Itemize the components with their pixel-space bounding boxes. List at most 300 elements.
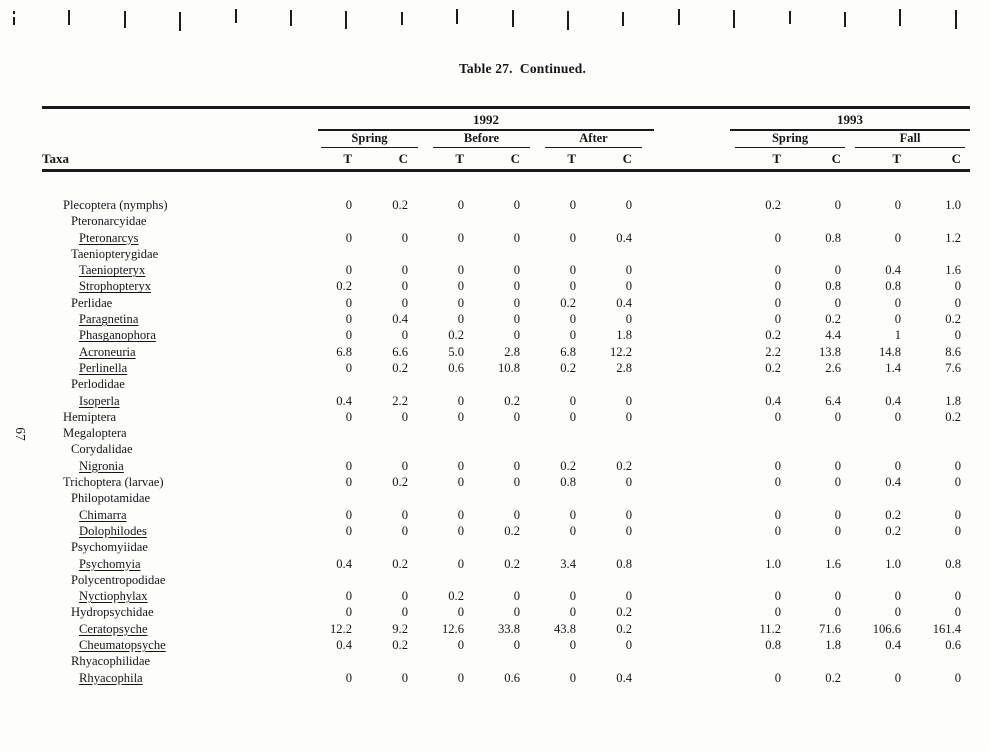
value-cell: 0	[569, 312, 576, 327]
value-cell	[850, 539, 910, 555]
value-cell: 106.6	[872, 621, 902, 636]
value-cell: 0.4	[336, 393, 352, 408]
value-cell: 0.2	[560, 458, 576, 473]
taxon-name-cell	[42, 393, 318, 409]
table-row	[42, 653, 970, 669]
value-cell: 0	[569, 507, 576, 522]
value-cell: 0.6	[945, 638, 962, 653]
value-cell: 0.8	[945, 556, 962, 571]
value-cell: 0.2	[885, 523, 902, 538]
value-cell	[374, 376, 430, 392]
table-row	[42, 523, 970, 539]
value-cell	[790, 441, 850, 457]
value-cell	[542, 653, 598, 669]
taxon-label: Nyctiophylax	[79, 589, 148, 604]
subcol-T-header: T	[430, 148, 486, 171]
value-cell: 0.2	[616, 621, 633, 636]
value-cell: 0.4	[616, 670, 633, 685]
value-cell	[542, 572, 598, 588]
taxon-label: Cheumatopsyche	[79, 638, 166, 653]
value-cell: 0	[457, 556, 464, 571]
value-cell: 0.4	[392, 312, 408, 327]
column-gap	[654, 148, 730, 171]
value-cell: 0.2	[825, 312, 842, 327]
value-cell: 0	[457, 312, 464, 327]
taxon-name-cell	[42, 327, 318, 343]
value-cell: 0	[513, 263, 520, 278]
season-1992-before-label: Before	[433, 131, 530, 148]
value-cell	[598, 246, 654, 262]
value-cell: 0	[834, 523, 842, 538]
scan-tick	[955, 10, 957, 29]
season-1993-spring-label: Spring	[735, 131, 845, 148]
value-cell: 0	[894, 458, 902, 473]
value-cell: 0.2	[392, 556, 408, 571]
value-cell	[790, 653, 850, 669]
subcol-C-header: C	[910, 148, 970, 171]
value-cell	[374, 425, 430, 441]
value-cell: 33.8	[497, 621, 520, 636]
value-cell: 0	[774, 507, 782, 522]
column-gap	[654, 130, 730, 148]
scan-tick	[124, 11, 126, 28]
value-cell: 1.8	[825, 638, 842, 653]
column-gap	[654, 490, 730, 506]
value-cell: 0.4	[336, 638, 352, 653]
value-cell: 0	[625, 409, 633, 424]
column-gap	[654, 213, 730, 229]
value-cell: 0	[569, 638, 576, 653]
taxon-label: Dolophilodes	[79, 523, 147, 538]
taxon-name-cell	[42, 246, 318, 262]
value-cell: 0	[457, 458, 464, 473]
value-cell: 0.2	[392, 198, 408, 212]
value-cell: 1.8	[945, 393, 962, 408]
value-cell	[730, 246, 790, 262]
column-gap	[654, 539, 730, 555]
value-cell	[486, 572, 542, 588]
value-cell: 0	[513, 295, 520, 310]
value-cell: 0	[401, 458, 408, 473]
page-title: Table 27. Continued.	[458, 61, 587, 76]
value-cell: 0	[774, 670, 782, 685]
value-cell: 0	[345, 670, 352, 685]
value-cell	[910, 539, 970, 555]
value-cell: 0	[457, 605, 464, 620]
value-cell: 0	[401, 670, 408, 685]
value-cell: 0.6	[448, 360, 464, 375]
value-cell: 0	[345, 409, 352, 424]
table-row	[42, 197, 970, 213]
value-cell: 0	[774, 458, 782, 473]
taxon-label: Taeniopterygidae	[71, 246, 159, 261]
taxon-label: Psychomyia	[79, 556, 141, 571]
value-cell: 0	[513, 230, 520, 245]
value-cell: 1.0	[885, 556, 902, 571]
value-cell	[430, 213, 486, 229]
value-cell: 0	[457, 279, 464, 294]
value-cell	[790, 490, 850, 506]
value-cell: 0	[954, 475, 962, 490]
value-cell: 0	[345, 263, 352, 278]
value-cell	[598, 539, 654, 555]
season-1992-spring-header	[318, 130, 430, 148]
value-cell: 0.2	[392, 475, 408, 490]
value-cell: 14.8	[878, 344, 902, 359]
taxon-name-cell	[42, 311, 318, 327]
value-cell: 9.2	[392, 621, 408, 636]
value-cell: 0	[345, 312, 352, 327]
value-cell: 0	[569, 605, 576, 620]
table-row	[42, 507, 970, 523]
taxon-name-cell	[42, 507, 318, 523]
value-cell	[542, 376, 598, 392]
value-cell: 0	[625, 475, 633, 490]
value-cell	[430, 653, 486, 669]
scan-tick	[68, 10, 70, 25]
value-cell	[730, 539, 790, 555]
value-cell: 0.4	[765, 393, 782, 408]
year-1993-label: 1993	[837, 112, 864, 127]
value-cell	[730, 441, 790, 457]
value-cell: 0	[457, 475, 464, 490]
value-cell: 0	[954, 589, 962, 604]
column-gap	[654, 670, 730, 686]
value-cell: 11.2	[759, 621, 782, 636]
value-cell	[910, 425, 970, 441]
value-cell: 0	[513, 458, 520, 473]
taxon-name-cell	[42, 197, 318, 213]
value-cell: 6.6	[392, 344, 408, 359]
value-cell: 0	[401, 295, 408, 310]
value-cell: 0	[569, 409, 576, 424]
column-gap	[654, 344, 730, 360]
value-cell: 0	[625, 523, 633, 538]
table-row	[42, 262, 970, 278]
column-gap	[654, 278, 730, 294]
value-cell: 0	[513, 589, 520, 604]
value-cell: 13.8	[818, 344, 842, 359]
subcol-T-header: T	[730, 148, 790, 171]
value-cell	[542, 539, 598, 555]
value-cell	[730, 653, 790, 669]
value-cell	[910, 441, 970, 457]
value-cell: 0.2	[885, 507, 902, 522]
taxon-label: Perlinella	[79, 360, 128, 375]
scan-tick	[345, 11, 347, 29]
value-cell: 0	[834, 295, 842, 310]
value-cell: 1.0	[765, 556, 782, 571]
value-cell: 10.8	[497, 360, 520, 375]
column-gap	[654, 621, 730, 637]
value-cell: 12.2	[609, 344, 633, 359]
value-cell: 0	[625, 589, 633, 604]
taxon-label: Ceratopsyche	[79, 621, 148, 636]
value-cell	[730, 425, 790, 441]
value-cell: 0.2	[448, 589, 464, 604]
value-cell	[374, 441, 430, 457]
season-1993-fall-header	[850, 130, 970, 148]
value-cell	[850, 572, 910, 588]
value-cell	[910, 376, 970, 392]
value-cell	[850, 376, 910, 392]
taxon-name-cell	[42, 490, 318, 506]
column-gap	[654, 393, 730, 409]
value-cell	[430, 376, 486, 392]
value-cell: 2.2	[765, 344, 782, 359]
value-cell: 43.8	[553, 621, 576, 636]
value-cell: 0.2	[765, 360, 782, 375]
season-header-row	[42, 130, 970, 148]
value-cell: 1.0	[945, 198, 962, 212]
scan-artifact-mark	[13, 11, 15, 14]
value-cell: 6.4	[825, 393, 842, 408]
season-1992-spring-label: Spring	[321, 131, 418, 148]
taxon-name-cell	[42, 262, 318, 278]
value-cell: 0	[345, 458, 352, 473]
table-row	[42, 278, 970, 294]
value-cell: 0.2	[392, 360, 408, 375]
value-cell: 0	[401, 328, 408, 343]
value-cell: 0	[401, 507, 408, 522]
value-cell: 0.2	[945, 312, 962, 327]
value-cell: 0	[569, 393, 576, 408]
taxon-label: Hemiptera	[63, 409, 117, 424]
taxon-name-cell	[42, 621, 318, 637]
taxa-table-body	[42, 171, 970, 686]
taxon-label: Polycentropodidae	[71, 572, 166, 587]
corner-cell	[42, 108, 318, 131]
table-row	[42, 490, 970, 506]
value-cell: 0	[625, 263, 633, 278]
scan-tick	[567, 11, 569, 30]
taxon-label: Corydalidae	[71, 442, 133, 457]
value-cell	[910, 246, 970, 262]
table-row	[42, 393, 970, 409]
value-cell: 0	[569, 670, 576, 685]
value-cell: 0	[457, 295, 464, 310]
value-cell: 0	[401, 589, 408, 604]
page-number: 67	[13, 427, 28, 441]
value-cell: 0	[457, 409, 464, 424]
column-gap	[654, 311, 730, 327]
value-cell: 0	[834, 507, 842, 522]
value-cell: 0	[954, 328, 962, 343]
taxon-label: Plecoptera (nymphs)	[63, 198, 168, 212]
value-cell: 0	[894, 198, 902, 212]
value-cell: 0.2	[945, 409, 962, 424]
value-cell: 0	[834, 458, 842, 473]
value-cell: 0	[834, 589, 842, 604]
value-cell: 0	[954, 523, 962, 538]
taxon-name-cell	[42, 230, 318, 246]
value-cell: 0	[345, 230, 352, 245]
column-gap	[654, 604, 730, 620]
taxon-name-cell	[42, 637, 318, 653]
column-gap	[654, 556, 730, 572]
value-cell: 6.8	[336, 344, 352, 359]
taxon-name-cell	[42, 474, 318, 490]
column-gap	[654, 474, 730, 490]
value-cell: 0	[834, 409, 842, 424]
value-cell	[790, 246, 850, 262]
season-1992-before-header	[430, 130, 542, 148]
value-cell	[486, 246, 542, 262]
taxon-label: Isoperla	[79, 393, 120, 408]
value-cell	[318, 572, 374, 588]
value-cell: 71.6	[818, 621, 842, 636]
subcol-T-header: T	[318, 148, 374, 171]
value-cell: 0	[513, 312, 520, 327]
taxon-label: Psychomyiidae	[71, 540, 148, 555]
value-cell	[598, 213, 654, 229]
table-row	[42, 474, 970, 490]
value-cell	[790, 376, 850, 392]
value-cell: 0	[513, 198, 520, 212]
value-cell: 0.2	[392, 638, 408, 653]
value-cell	[598, 653, 654, 669]
value-cell: 0	[345, 507, 352, 522]
table-row	[42, 621, 970, 637]
value-cell: 0	[401, 409, 408, 424]
value-cell: 0.2	[765, 328, 782, 343]
value-cell: 1.4	[885, 360, 902, 375]
taxon-name-cell	[42, 278, 318, 294]
table-row	[42, 295, 970, 311]
column-gap	[654, 523, 730, 539]
value-cell	[790, 425, 850, 441]
value-cell	[374, 539, 430, 555]
value-cell: 0	[894, 312, 902, 327]
scan-tick	[13, 17, 15, 25]
value-cell: 0	[625, 638, 633, 653]
value-cell: 0	[954, 295, 962, 310]
value-cell: 1.8	[616, 328, 633, 343]
column-gap	[654, 458, 730, 474]
table-row	[42, 637, 970, 653]
value-cell	[486, 213, 542, 229]
column-gap	[654, 197, 730, 213]
value-cell: 0	[345, 198, 352, 212]
value-cell: 0	[457, 393, 464, 408]
scan-tick	[179, 12, 181, 31]
season-1992-after-label: After	[545, 131, 642, 148]
value-cell	[850, 425, 910, 441]
column-gap	[654, 360, 730, 376]
taxon-name-cell	[42, 539, 318, 555]
taxon-label: Nigronia	[79, 458, 124, 473]
column-gap	[654, 376, 730, 392]
value-cell	[486, 490, 542, 506]
table-row	[42, 360, 970, 376]
column-gap	[654, 507, 730, 523]
taxon-name-cell	[42, 572, 318, 588]
taxon-label: Rhyacophilidae	[71, 654, 151, 669]
column-gap	[654, 230, 730, 246]
taxon-label: Taeniopteryx	[79, 263, 146, 278]
year-1992-label: 1992	[473, 112, 500, 127]
season-1992-after-header	[542, 130, 654, 148]
value-cell: 1.6	[825, 556, 842, 571]
value-cell: 0.4	[616, 295, 633, 310]
scan-tick	[456, 9, 458, 24]
taxon-label: Hydropsychidae	[71, 605, 154, 620]
value-cell: 0.2	[825, 670, 842, 685]
value-cell: 5.0	[448, 344, 464, 359]
value-cell: 0	[954, 605, 962, 620]
value-cell: 0	[569, 263, 576, 278]
value-cell: 0	[774, 230, 782, 245]
taxon-name-cell	[42, 523, 318, 539]
table-row	[42, 327, 970, 343]
value-cell: 0.8	[825, 279, 842, 294]
value-cell: 0.2	[560, 295, 576, 310]
value-cell: 0	[774, 605, 782, 620]
year-1992-header	[318, 108, 654, 131]
taxon-name-cell	[42, 588, 318, 604]
value-cell	[318, 425, 374, 441]
column-gap	[654, 108, 730, 131]
value-cell: 0	[954, 279, 962, 294]
value-cell: 0	[894, 230, 902, 245]
value-cell: 0	[774, 523, 782, 538]
value-cell: 0	[345, 360, 352, 375]
table-row	[42, 441, 970, 457]
value-cell: 0	[625, 312, 633, 327]
taxon-label: Philopotamidae	[71, 491, 151, 506]
value-cell	[318, 653, 374, 669]
taxon-name-cell	[42, 556, 318, 572]
value-cell: 0.2	[336, 279, 352, 294]
value-cell: 8.6	[945, 344, 962, 359]
value-cell: 0.8	[616, 556, 633, 571]
column-gap	[654, 409, 730, 425]
value-cell	[850, 441, 910, 457]
value-cell	[318, 441, 374, 457]
value-cell	[542, 213, 598, 229]
value-cell	[790, 213, 850, 229]
value-cell	[542, 490, 598, 506]
value-cell	[850, 246, 910, 262]
value-cell: 0	[513, 605, 520, 620]
value-cell: 0	[457, 507, 464, 522]
value-cell: 0	[774, 279, 782, 294]
scan-tick	[235, 9, 237, 23]
value-cell: 0	[774, 312, 782, 327]
value-cell: 0	[345, 605, 352, 620]
scan-tick	[401, 12, 403, 25]
value-cell	[790, 539, 850, 555]
taxon-name-cell	[42, 458, 318, 474]
taxon-name-cell	[42, 344, 318, 360]
value-cell: 0	[513, 475, 520, 490]
column-gap	[654, 262, 730, 278]
value-cell: 0.2	[448, 328, 464, 343]
table-row	[42, 604, 970, 620]
subcol-C-header: C	[486, 148, 542, 171]
value-cell: 0	[774, 475, 782, 490]
value-cell: 0	[345, 295, 352, 310]
value-cell: 0	[774, 589, 782, 604]
table-row	[42, 230, 970, 246]
value-cell: 0	[774, 295, 782, 310]
value-cell	[850, 213, 910, 229]
column-gap	[654, 425, 730, 441]
column-gap	[654, 588, 730, 604]
value-cell: 2.6	[825, 360, 842, 375]
value-cell: 161.4	[932, 621, 962, 636]
value-cell: 0	[401, 263, 408, 278]
